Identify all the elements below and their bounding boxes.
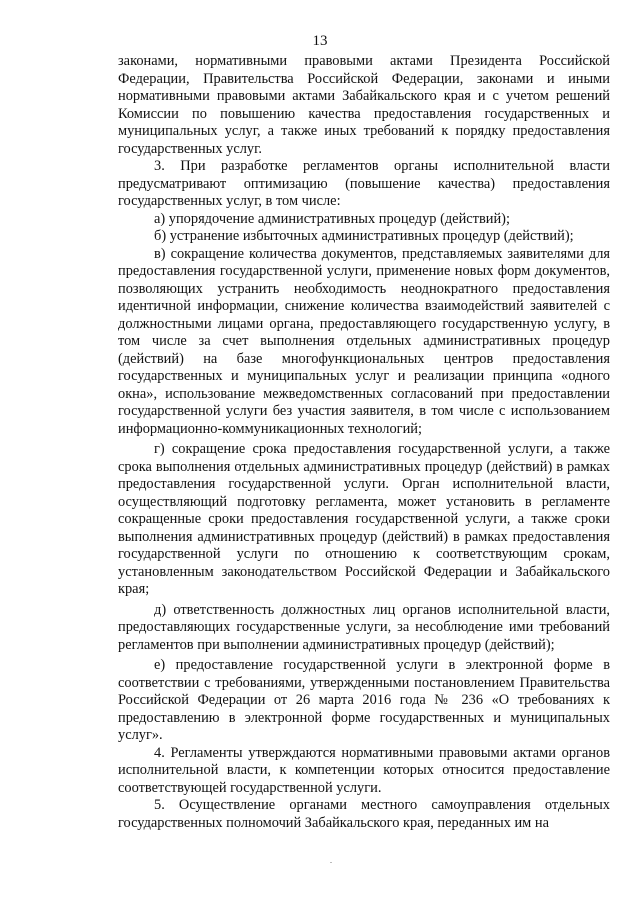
paragraph-continuation: законами, нормативными правовыми актами Президента Российской Федерации, Правительства Российской Федерации, законами и иными нормативными правовыми актами Забайкальского края и с учетом решений Комиссии по повышению качества предоставления государственных и муниципальных услуг, а также иных требований к порядку предоставления государственных услуг. (118, 53, 610, 157)
document-body (118, 53, 610, 832)
paragraph-item-3: 3. При разработке регламентов органы исполнительной власти предусматривают оптимизацию (повышение качества) предоставления государственных услуг, в том числе: (118, 158, 610, 209)
paragraph-item-4: 4. Регламенты утверждаются нормативными правовыми актами органов исполнительной власти, к компетенции которых относится предоставление соответствующей государственной услуги. (118, 744, 610, 796)
paragraph-subitem-b: б) устранение избыточных административных процедур (действий); (154, 228, 574, 244)
page-number: 13 (312, 33, 328, 49)
paragraph-subitem-d: д) ответственность должностных лиц органов исполнительной власти, предоставляющих государственные услуги, за несоблюдение ими требований регламентов при выполнении административных процедур (действий); (118, 601, 610, 653)
paragraph-subitem-v: в) сокращение количества документов, представляемых заявителями для предоставления государственной услуги, применение новых форм документов, позволяющих устранить необходимость неоднократного предоставления идентичной информации, снижение количества взаимодействий заявителей с должностными лицами органа, предоставляющего государственную услугу, в том числе за счет выполнения отдельных административных процедур (действий) на базе многофункциональных центров предоставления государственных и муниципальных услуг и реализации принципа «одного окна», использование межведомственных согласований при предоставлении государственной услуги без участия заявителя, в том числе с использованием информационно-коммуникационных технологий; (118, 245, 610, 437)
paragraph-subitem-a: а) упорядочение административных процедур (действий); (154, 210, 510, 227)
paragraph-subitem-e: е) предоставление государственной услуги в электронной форме в соответствии с требованиями, утвержденными постановлением Правительства Российской Федерации от 26 марта 2016 года № 236 «О требованиях к предоставлению в электронной форме государственных и муниципальных услуг». (118, 657, 610, 743)
paragraph-subitem-g: г) сокращение срока предоставления государственной услуги, а также срока выполнения отдельных административных процедур (действий) в рамках предоставления государственной услуги. Орган исполнительной власти, осуществляющий подготовку регламента, может установить в регламенте сокращенные сроки предоставления государственной услуги, а также сроки выполнения административных процедур (действий) в рамках предоставления государственной услуги по отношению к соответствующим срокам, установленным законодательством Российской Федерации и Забайкальского края; (118, 441, 610, 597)
paragraph-item-5: 5. Осуществление органами местного самоуправления отдельных государственных полномочий Забайкальского края, переданных им на (118, 797, 610, 831)
scan-artifact (330, 862, 332, 863)
